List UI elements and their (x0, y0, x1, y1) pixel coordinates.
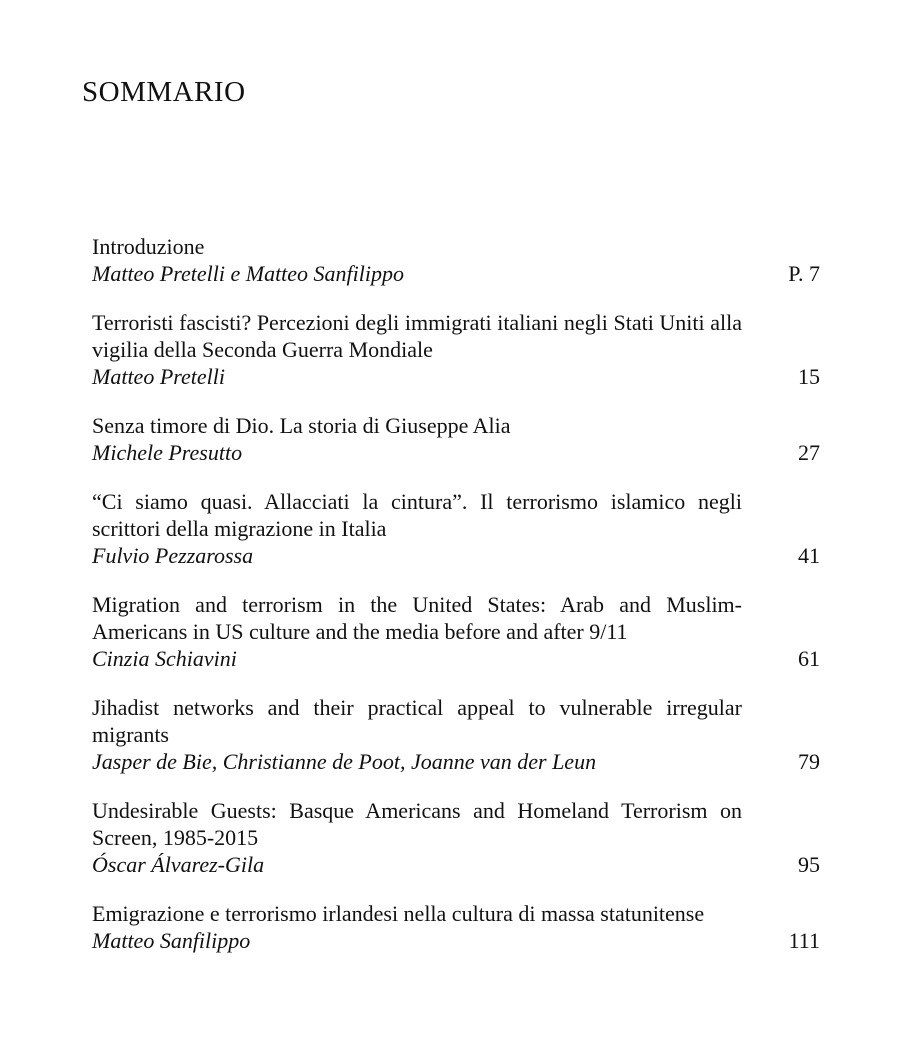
toc-entry (92, 488, 820, 569)
entry-page-number: 111 (788, 928, 820, 953)
toc-entry (92, 233, 820, 287)
entry-title: Emigrazione e terrorismo irlandesi nella cultura di massa statunitense (92, 901, 705, 926)
entry-title: Senza timore di Dio. La storia di Giuseppe Alia (92, 413, 511, 438)
entry-title: “Ci siamo quasi. Allacciati la cintura”. Il terrorismo islamico negli scrittori della migrazione in Italia (92, 489, 742, 541)
entry-page-number: 95 (798, 852, 820, 877)
table-of-contents (92, 233, 820, 954)
entry-page-number: 27 (798, 440, 820, 465)
entry-author: Michele Presutto (92, 440, 243, 465)
entry-title: Undesirable Guests: Basque Americans and Homeland Terrorism on Screen, 1985-2015 (92, 798, 742, 850)
toc-entry (92, 309, 820, 390)
entry-author: Fulvio Pezzarossa (92, 543, 254, 568)
toc-entry (92, 900, 820, 954)
entry-title: Migration and terrorism in the United States: Arab and Muslim-Americans in US culture and the media before and after 9/11 (92, 592, 742, 644)
toc-entry (92, 591, 820, 672)
toc-entry (92, 412, 820, 466)
entry-page-number: 61 (798, 646, 820, 671)
entry-author: Jasper de Bie, Christianne de Poot, Joanne van der Leun (92, 749, 597, 774)
toc-entry (92, 797, 820, 878)
entry-title: Introduzione (92, 234, 205, 259)
entry-page-number: 15 (798, 364, 820, 389)
entry-author: Matteo Pretelli (92, 364, 225, 389)
entry-page-number: 79 (798, 749, 820, 774)
entry-title: Terroristi fascisti? Percezioni degli immigrati italiani negli Stati Uniti alla vigilia della Seconda Guerra Mondiale (92, 310, 742, 362)
entry-author: Óscar Álvarez-Gila (92, 852, 265, 877)
entry-author: Matteo Pretelli e Matteo Sanfilippo (92, 261, 405, 286)
entry-author: Matteo Sanfilippo (92, 928, 251, 953)
entry-author: Cinzia Schiavini (92, 646, 237, 671)
entry-title: Jihadist networks and their practical appeal to vulnerable irregular migrants (92, 695, 742, 747)
toc-entry (92, 694, 820, 775)
entry-page-number: 41 (798, 543, 820, 568)
page-title: SOMMARIO (82, 76, 246, 108)
entry-page-number: P. 7 (788, 261, 820, 286)
